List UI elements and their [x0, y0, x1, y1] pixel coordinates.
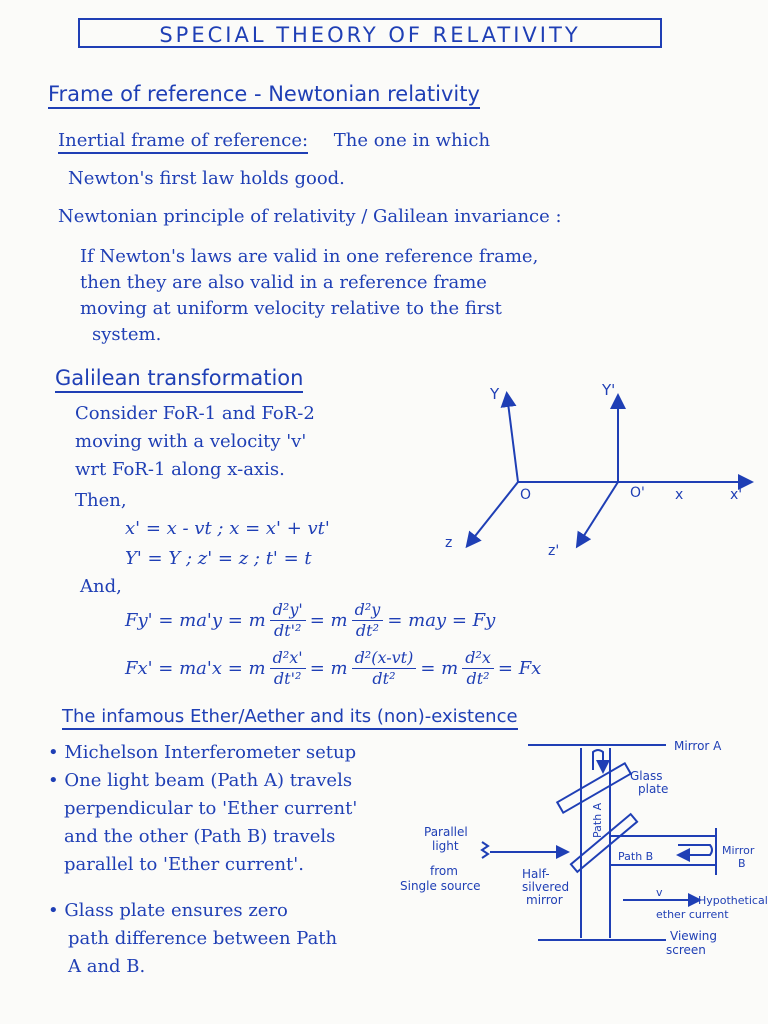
bullet-text: Glass plate ensures zero [64, 900, 288, 921]
principle-heading: Newtonian principle of relativity / Galilean invariance : [58, 206, 562, 227]
label-parallel-1: Parallel [424, 825, 468, 839]
bullet-text: parallel to 'Ether current'. [64, 854, 304, 875]
fx-frac-2 [352, 648, 417, 689]
label-glass-2: plate [638, 782, 669, 796]
fy-den-2: dt² [355, 621, 380, 640]
source-squiggle [482, 842, 488, 858]
label-viewing-1: Viewing [670, 929, 718, 943]
bullet-list [48, 742, 357, 981]
consider-text [75, 400, 315, 484]
principle-line: system. [92, 324, 162, 345]
label-half-1: Half- [522, 867, 550, 881]
principle-line: then they are also valid in a reference frame [80, 272, 487, 293]
z-prime-axis [578, 482, 618, 545]
label-viewing-2: screen [666, 943, 706, 957]
label-parallel-3: from [430, 864, 458, 878]
label-half-2: silvered [522, 880, 570, 894]
bullet-text: perpendicular to 'Ether current' [64, 798, 358, 819]
section-heading-galilean: Galilean transformation [55, 366, 303, 393]
fx-num-2: d²(x-vt) [352, 648, 417, 669]
transform-eq-2: Y' = Y ; z' = z ; t' = t [125, 548, 312, 569]
and-label: And, [80, 576, 122, 597]
consider-line: Consider FoR-1 and FoR-2 [75, 403, 315, 424]
fx-frac-1 [270, 648, 306, 689]
label-path-a: Path A [591, 802, 604, 838]
label-z: z [445, 535, 453, 551]
coordinate-frames-diagram [440, 375, 760, 565]
label-x-prime: x' [730, 487, 743, 503]
label-parallel-2: light [432, 839, 459, 853]
fx-den-1: dt'² [273, 669, 302, 688]
label-glass-1: Glass [630, 769, 663, 783]
fy-lhs: Fy' = ma'y = m [125, 610, 266, 631]
bullet-text: Michelson Interferometer setup [64, 742, 357, 763]
bullet-text: and the other (Path B) travels [64, 826, 336, 847]
bullet-text: A and B. [68, 956, 146, 977]
fx-num-3: d²x [462, 648, 494, 669]
fx-mid-2: = m [420, 658, 459, 679]
inertial-frame-def: The one in which [333, 130, 491, 151]
y-axis [507, 395, 518, 482]
fy-num-1: d²y' [270, 600, 306, 621]
fy-den-1: dt'² [273, 621, 302, 640]
inertial-frame-def-2: Newton's first law holds good. [68, 168, 345, 189]
label-v: v [656, 886, 663, 899]
principle-line: moving at uniform velocity relative to the first [80, 298, 502, 319]
label-z-prime: z' [548, 543, 560, 559]
label-path-b: Path B [618, 850, 654, 863]
consider-line: wrt FoR-1 along x-axis. [75, 459, 285, 480]
page-title: SPECIAL THEORY OF RELATIVITY [78, 18, 662, 48]
label-mirror-a: Mirror A [674, 739, 722, 753]
fx-lhs: Fx' = ma'x = m [125, 658, 266, 679]
label-ether-2: ether current [656, 908, 729, 921]
inertial-frame-term: Inertial frame of reference: [58, 130, 308, 154]
fx-den-2: dt² [372, 669, 396, 688]
fx-rhs: = Fx [497, 658, 542, 679]
fx-frac-3 [462, 648, 494, 689]
label-Y: Y [490, 385, 500, 403]
fx-num-1: d²x' [270, 648, 306, 669]
consider-line: moving with a velocity 'v' [75, 431, 307, 452]
label-half-3: mirror [526, 893, 563, 907]
section-heading-ether: The infamous Ether/Aether and its (non)-existence [62, 706, 518, 730]
label-x: x [675, 487, 684, 503]
then-label: Then, [75, 490, 127, 511]
path-a-arrow [593, 750, 603, 770]
fy-rhs: = may = Fy [387, 610, 496, 631]
fy-frac-1 [270, 600, 306, 641]
bullet-text: One light beam (Path A) travels [64, 770, 353, 791]
force-y-equation [125, 600, 495, 641]
principle-line: If Newton's laws are valid in one reference frame, [80, 246, 539, 267]
force-x-equation [125, 648, 541, 689]
bullet-item-2: • One light beam (Path A) travels perpendicular to 'Ether current' and the other (Path B) travels parallel to 'Ether current'. [48, 767, 357, 879]
label-mirror-b-2: B [738, 857, 746, 870]
transform-eq-1: x' = x - vt ; x = x' + vt' [125, 518, 330, 539]
label-O: O [520, 487, 532, 503]
fx-den-3: dt² [466, 669, 490, 688]
path-b-arrow [678, 845, 712, 855]
fx-mid: = m [309, 658, 348, 679]
interferometer-diagram [398, 730, 768, 970]
section-heading-frame-of-reference: Frame of reference - Newtonian relativity [48, 82, 480, 109]
label-parallel-4: Single source [400, 879, 481, 893]
principle-text [80, 244, 538, 348]
bullet-item-3: • Glass plate ensures zero path difference between Path A and B. [48, 897, 357, 981]
z-axis [468, 482, 518, 545]
fy-num-2: d²y [352, 600, 384, 621]
label-O-prime: O' [630, 485, 645, 501]
bullet-item-1: • Michelson Interferometer setup [48, 742, 357, 763]
inertial-frame-line [58, 130, 490, 151]
fy-frac-2 [352, 600, 384, 641]
label-mirror-b-1: Mirror [722, 844, 755, 857]
fy-mid: = m [309, 610, 348, 631]
label-ether-1: Hypothetical [698, 894, 768, 907]
bullet-text: path difference between Path [68, 928, 338, 949]
label-Y-prime: Y' [602, 381, 616, 399]
